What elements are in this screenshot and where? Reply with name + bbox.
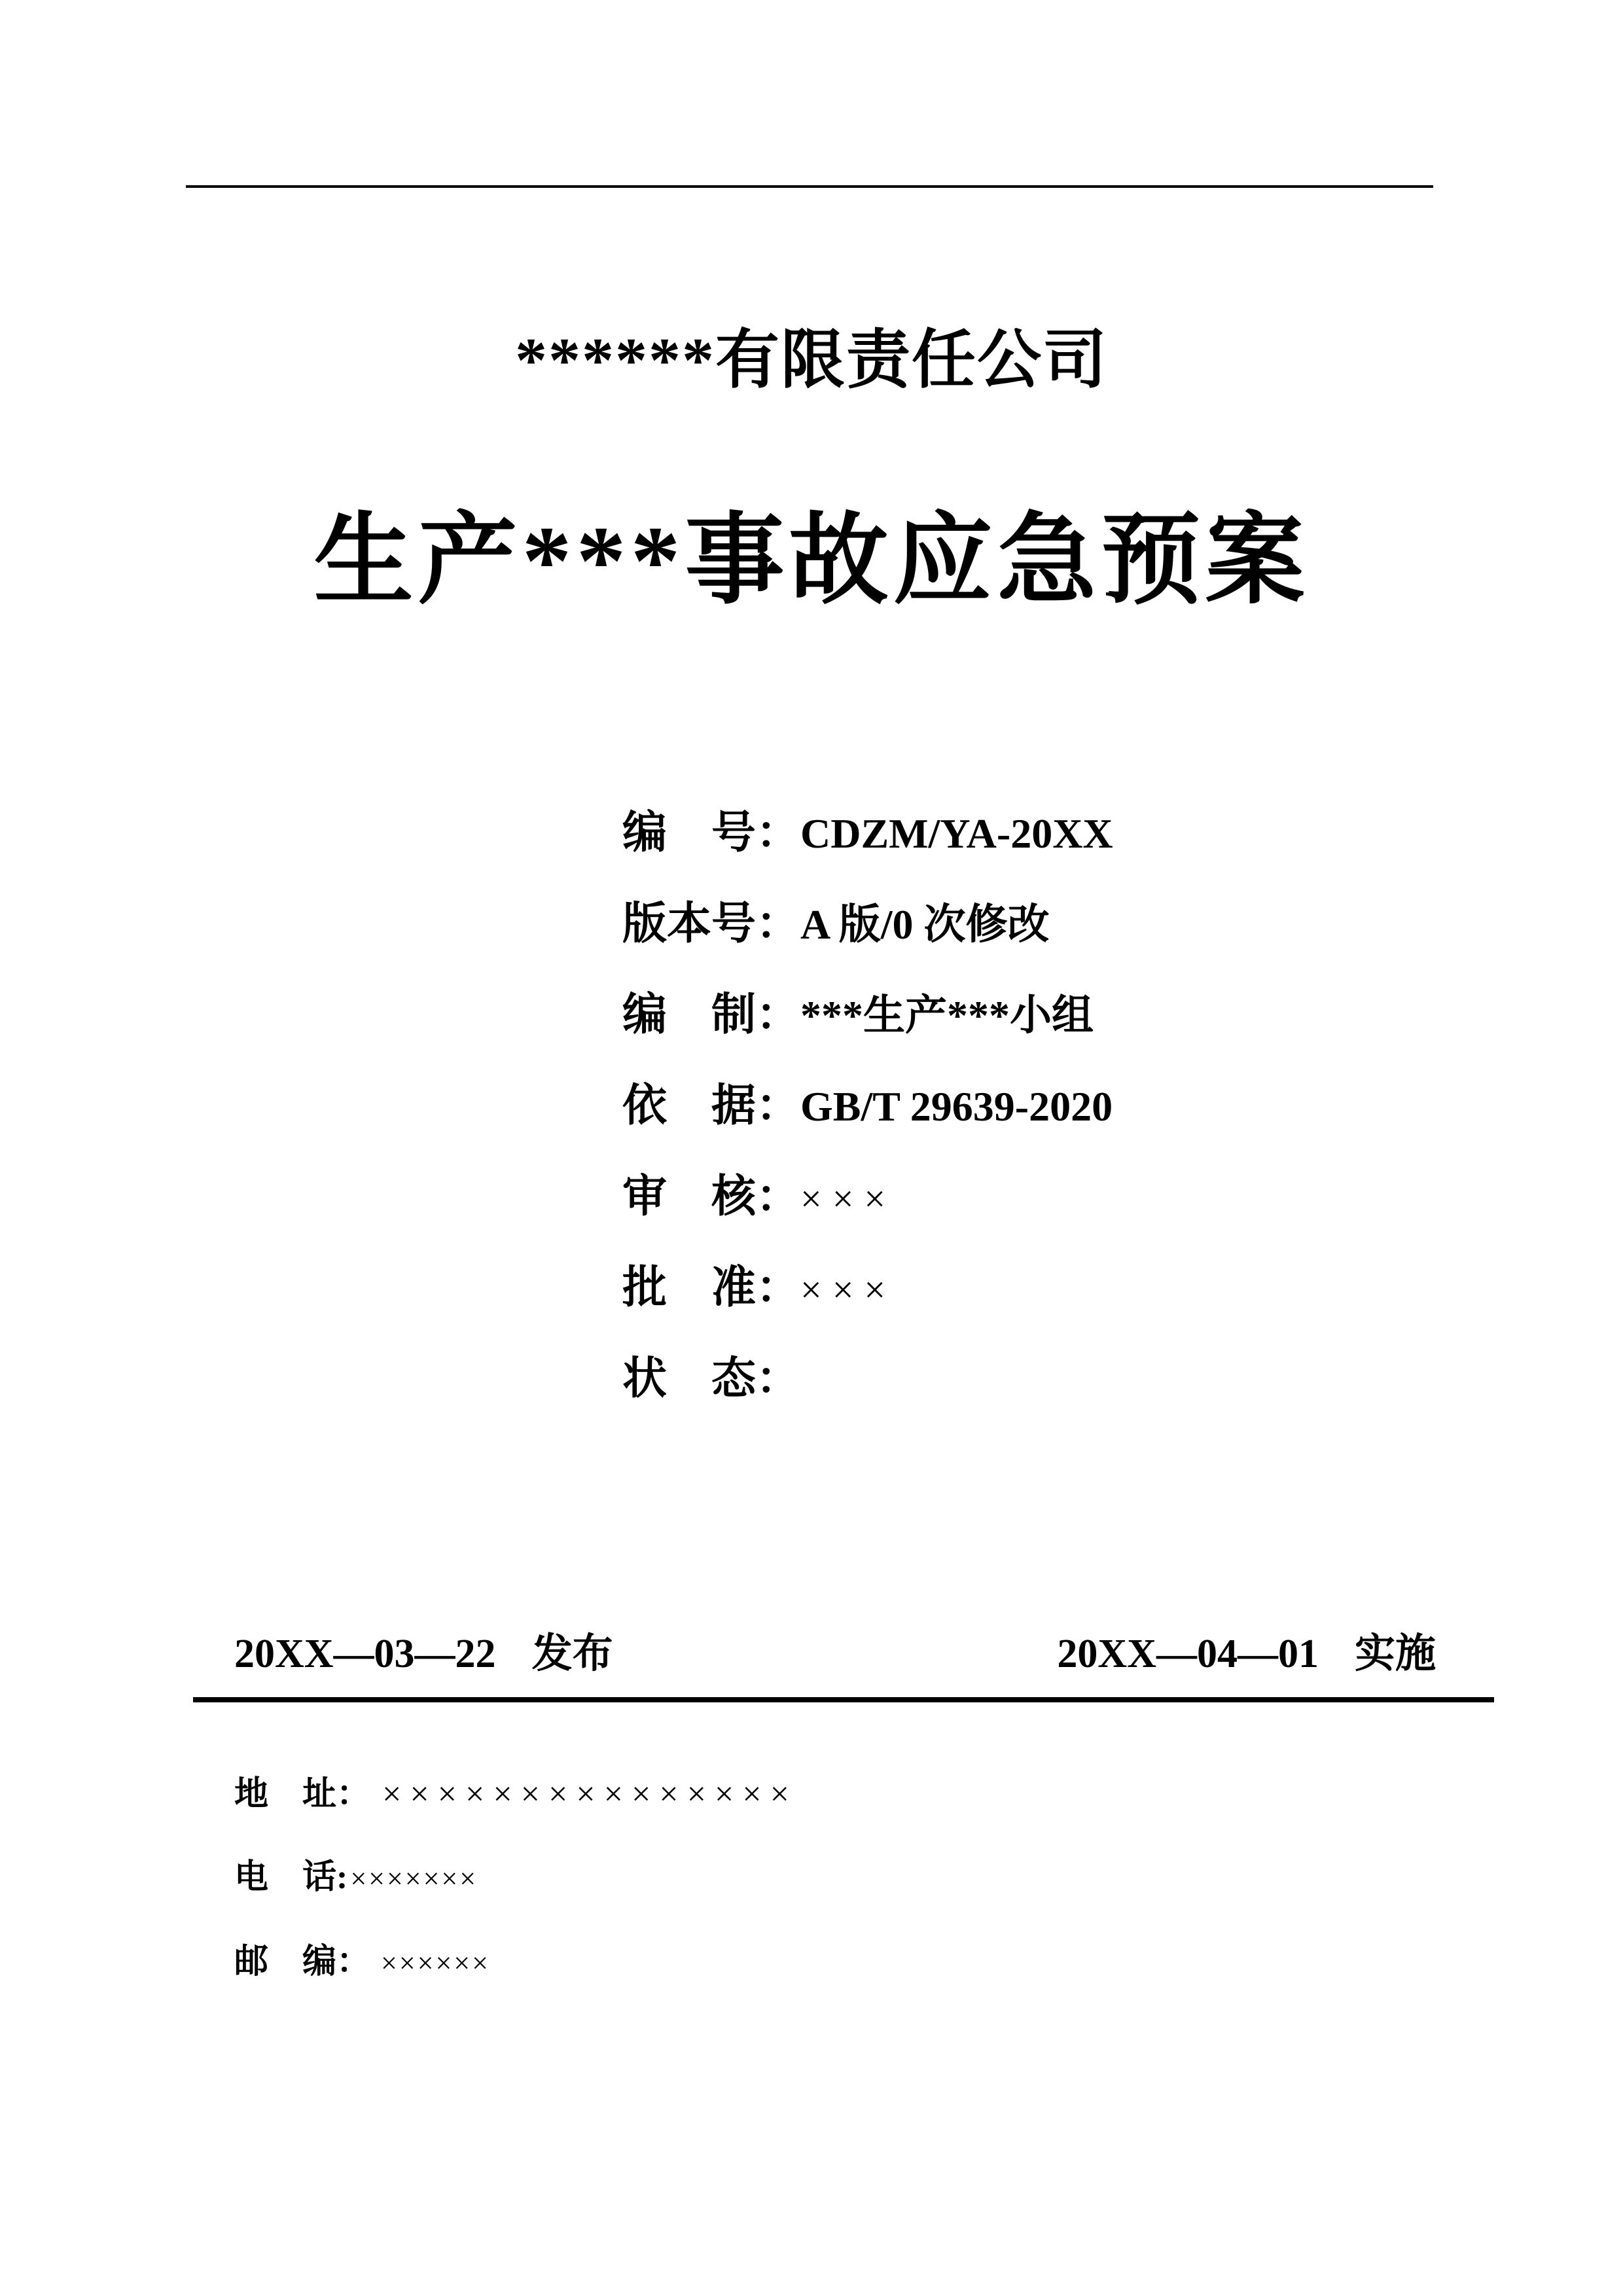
postcode-label: 邮 编： [234,1943,371,1981]
postcode-value: ×××××× [381,1947,490,1979]
address-value: ××××××××××××××× [382,1776,798,1813]
address-row [234,1778,798,1812]
address-label: 地 址： [234,1776,371,1813]
field-value: A 版/0 次修改 [800,901,1050,948]
field-value: ***生产***小组 [800,992,1094,1039]
document-title: 生产***事故应急预案 [313,506,1310,616]
postcode-row [234,1945,798,1981]
field-value: ××× [800,1177,897,1220]
field-label: 依 据： [622,1081,801,1130]
company-title: ******有限责任公司 [514,325,1108,396]
top-divider-line [186,185,1433,188]
field-row-version [622,901,1113,946]
publish-date-group [234,1634,613,1674]
implement-label: 实施 [1354,1632,1436,1676]
field-value: GB/T 29639-2020 [800,1083,1113,1130]
field-value: CDZM/YA-20XX [800,810,1113,857]
field-row-basis [622,1083,1113,1128]
phone-label: 电 话: [234,1859,348,1896]
field-row-number [622,810,1113,855]
field-label: 编 制： [622,990,801,1039]
field-row-status [622,1356,1113,1401]
field-label: 批 准： [622,1263,801,1312]
contact-info [234,1778,798,2030]
bottom-divider-line [193,1697,1494,1702]
phone-row [234,1861,798,1896]
date-row [234,1634,1436,1674]
field-row-compiled-by [622,992,1113,1037]
phone-value: ××××××× [350,1863,478,1895]
implement-date: 20XX—04—01 [1057,1632,1319,1676]
field-row-reviewed-by [622,1174,1113,1219]
field-label: 状 态： [622,1354,801,1403]
field-label: 版本号： [622,899,801,948]
publish-label: 发布 [531,1632,613,1676]
field-label: 审 核： [622,1172,801,1221]
field-value: ××× [800,1268,897,1311]
field-list [622,810,1113,1447]
implement-date-group [1057,1634,1436,1674]
field-label: 编 号： [622,808,801,857]
publish-date: 20XX—03—22 [234,1632,496,1676]
field-row-approved-by [622,1265,1113,1310]
